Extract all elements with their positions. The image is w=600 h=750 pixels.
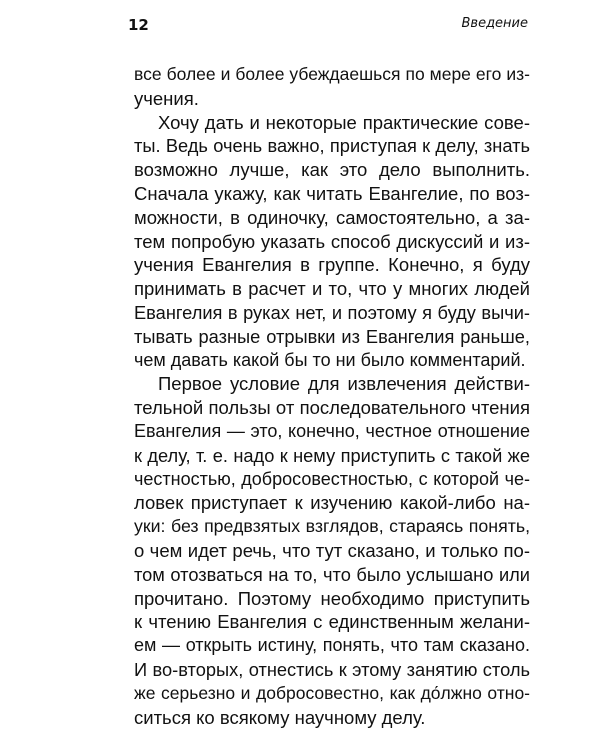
text-line: ситься ко всякому научному делу. <box>134 706 426 728</box>
text-line: том отозваться на то, что было услышано или <box>134 563 530 585</box>
text-line: чем давать какой бы то ни было комментарий. <box>134 349 526 370</box>
text-line: прочитано. Поэтому необходимо приступить <box>134 587 530 609</box>
page-number: 12 <box>128 16 149 34</box>
text-line: честностью, добросовестностью, с которой че- <box>134 468 530 489</box>
text-line: учения Евангелия в группе. Конечно, я буду <box>134 254 530 276</box>
text-line: Евангелия в руках нет, и поэтому я буду вычи- <box>134 301 530 323</box>
text-line: к чтению Евангелия с единственным желани- <box>134 611 530 633</box>
text-line: И во-вторых, отнестись к этому занятию столь <box>134 658 530 680</box>
text-line: к делу, т. е. надо к нему приступить с такой же <box>134 444 530 466</box>
text-line: ты. Ведь очень важно, приступая к делу, знать <box>134 135 530 157</box>
text-line: уки: без предвзятых взглядов, стараясь понять, <box>134 516 530 537</box>
text-line: ловек приступает к изучению какой-либо на- <box>134 492 530 514</box>
text-line: Первое условие для извлечения действи- <box>158 373 530 395</box>
text-line: учения. <box>134 87 199 109</box>
text-line: ем — открыть истину, понять, что там сказано. <box>134 635 530 656</box>
text-line: можности, в одиночку, самостоятельно, а за- <box>134 206 530 228</box>
text-line: Хочу дать и некоторые практические сове- <box>158 111 530 133</box>
text-line: Евангелия — это, конечно, честное отношение <box>134 420 530 441</box>
text-line: все более и более убеждаешься по мере его из- <box>134 64 530 84</box>
running-header-title: Введение <box>461 16 528 31</box>
text-line: принимать в расчет и то, что у многих людей <box>134 278 530 300</box>
body-text <box>134 63 530 729</box>
text-line: тем попробую указать способ дискуссий и из- <box>134 230 530 252</box>
text-line: же серьезно и добросовестно, как до́лжно отно- <box>134 682 530 703</box>
text-line: возможно лучше, как это дело выполнить. <box>134 159 530 181</box>
text-line: тывать разные отрывки из Евангелия раньше, <box>134 325 530 347</box>
text-line: о чем идет речь, что тут сказано, и только по- <box>134 539 530 561</box>
text-line: Сначала укажу, как читать Евангелие, по воз- <box>134 182 530 204</box>
text-line: тельной пользы от последовательного чтения <box>134 397 530 419</box>
